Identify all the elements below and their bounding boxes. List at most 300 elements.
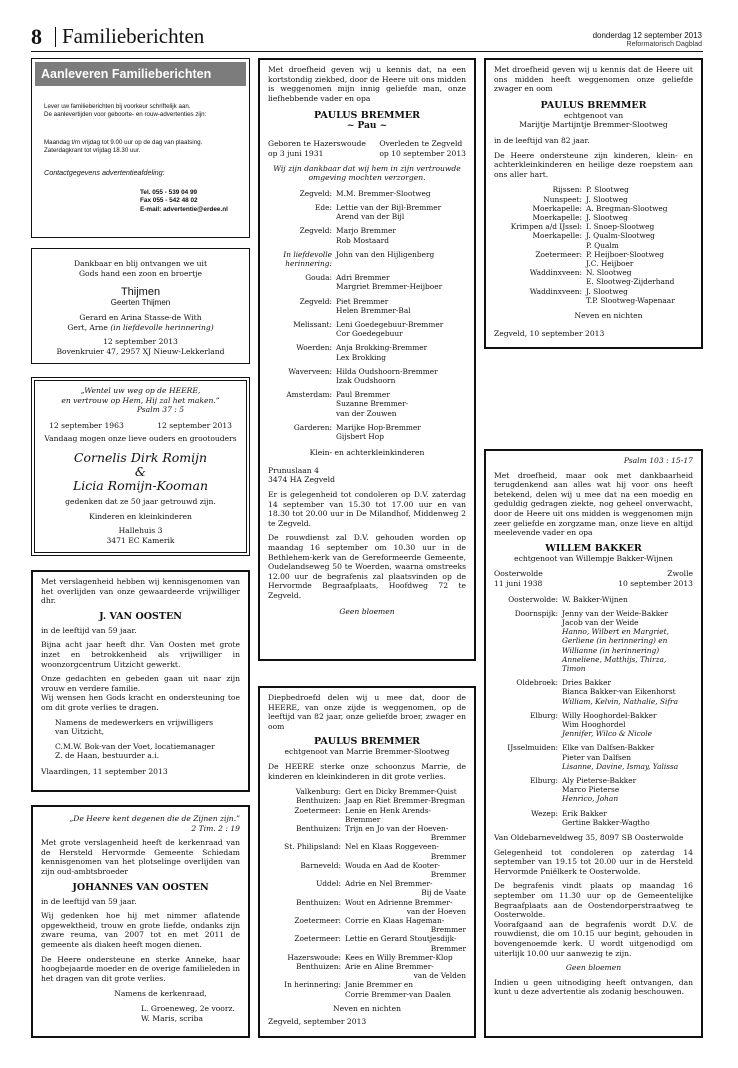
broer-place: Zegveld, september 2013 bbox=[268, 1017, 367, 1027]
family-member-name: Marco Pieterse bbox=[562, 785, 620, 795]
oosten2-intro: Met grote verslagenheid heeft de kerkenraad van de Hersteld Hervormde Gemeente Schiedam kennisgenomen van het plotselinge overlijden van zijn oud-ambtsbroeder bbox=[41, 838, 240, 876]
willem-name: WILLEM BAKKER bbox=[545, 542, 642, 554]
family-row-names bbox=[586, 185, 693, 194]
grandchildren-names: William, Kelvin, Nathalie, Sifra bbox=[562, 696, 679, 706]
family-row-place: Benthuizen: bbox=[296, 823, 341, 833]
aanleveren-line3: Maandag t/m vrijdag tot 9.00 uur op de dag van plaatsing. bbox=[44, 139, 203, 146]
broer-name: PAULUS BREMMER bbox=[313, 736, 421, 748]
family-member-name: Wouda en Aad de Kooter- bbox=[345, 860, 441, 870]
family-row-place: Waddinxveen: bbox=[529, 286, 582, 296]
oosten2-quote1: „De Heere kent degenen die de Zijnen zijn.” bbox=[69, 814, 240, 823]
broer-nephews: Neven en nichten bbox=[333, 1003, 401, 1013]
family-row bbox=[268, 980, 466, 998]
anniversary-date-left: 12 september 1963 bbox=[49, 420, 124, 430]
family-member-name: Aly Pieterse-Bakker bbox=[562, 775, 637, 785]
family-row-names bbox=[345, 953, 466, 962]
family-row bbox=[268, 898, 466, 916]
willem-quote: Psalm 103 : 15-17 bbox=[623, 456, 693, 465]
family-member-name: P. Heijboer-Slootweg bbox=[586, 249, 664, 259]
family-row-place: Garderen: bbox=[293, 422, 332, 432]
family-row-names bbox=[345, 916, 466, 934]
family-member-name: P. Qualm bbox=[586, 240, 619, 250]
pau-p2: De rouwdienst zal D.V. gehouden worden op maandag 16 september om 10.30 uur in de Bethlehem-kerk van de Gereformeerde Gemeente, Oudelandseweg 50 te Woerden, waarna omstreeks 12.00 uur de begrafenis zal plaatsvinden op de Hervormde Begraafplaats, Hoofdweg 72 te Zegveld. bbox=[268, 533, 466, 600]
broer-p1: De HEERE sterke onze schoonzus Marrie, de kinderen en kleinkinderen in dit grote verlies. bbox=[268, 761, 466, 781]
oosten1-sign3: C.M.W. Bok-van der Voet, locatiemanager bbox=[55, 741, 215, 751]
family-row-names bbox=[336, 250, 466, 268]
family-member-name: Jaap en Riet Bremmer-Bregman bbox=[345, 796, 465, 806]
thijmen-fullname: Geerten Thijmen bbox=[110, 298, 171, 308]
family-row bbox=[494, 287, 693, 305]
family-member-name: Marijke Hop-Bremmer bbox=[336, 422, 421, 432]
family-row bbox=[268, 934, 466, 952]
family-member-name: J.C. Heijboer bbox=[586, 258, 634, 268]
oosten1-name: J. VAN OOSTEN bbox=[99, 610, 182, 622]
obituary-paulus-bremmer-in-laws bbox=[484, 58, 703, 349]
family-row-place: Benthuizen: bbox=[296, 796, 341, 806]
family-member-name: A. Bregman-Slootweg bbox=[586, 203, 668, 213]
grandchildren-names: Willianne (in herinnering) bbox=[562, 645, 660, 655]
obituary-paulus-bremmer-family bbox=[258, 58, 476, 661]
family-member-name: Janie Bremmer en bbox=[345, 980, 413, 990]
thijmen-siblings-line bbox=[38, 323, 243, 333]
zwager-p1: De Heere ondersteune zijn kinderen, klein- en achterkleinkinderen en heilige deze roepstem aan ons aller hart. bbox=[494, 150, 693, 179]
family-member-name: Erik Bakker bbox=[562, 808, 607, 818]
zwager-family-list bbox=[494, 185, 693, 305]
family-row-place: Benthuizen: bbox=[296, 962, 341, 972]
family-row bbox=[268, 787, 466, 796]
family-row bbox=[268, 423, 466, 441]
pau-name: PAULUS BREMMER bbox=[313, 110, 421, 122]
family-row-names bbox=[336, 297, 466, 315]
aanleveren-line2: De aanlevertijden voor geboorte- en rouw-advertenties zijn: bbox=[44, 111, 207, 118]
family-row-names bbox=[345, 787, 466, 796]
family-member-name: Bremmer bbox=[430, 869, 466, 879]
grandchildren-names: Timon bbox=[562, 663, 586, 673]
family-row-place: Elburg: bbox=[529, 775, 558, 785]
family-row bbox=[494, 222, 693, 231]
family-member-name: Jenny van der Weide-Bakker bbox=[562, 608, 669, 618]
family-row bbox=[268, 824, 466, 842]
oosten2-p2: De Heere ondersteune en sterke Anneke, haar hoogbejaarde moeder en de overige familieleden in het dragen van dit grote verlies. bbox=[41, 954, 240, 983]
family-member-name: Helen Bremmer-Bal bbox=[336, 305, 411, 315]
family-member-name: Lenie en Henk Arends-Bremmer bbox=[345, 805, 432, 824]
family-member-name: P. Slootweg bbox=[586, 185, 629, 195]
aanleveren-line4: Zaterdagkrant tot vrijdag 18.30 uur. bbox=[44, 147, 141, 154]
family-row bbox=[268, 343, 466, 361]
family-row-names bbox=[345, 861, 466, 879]
family-row bbox=[494, 204, 693, 213]
grandchildren-names: Hanno, Wilbert en Margriet, bbox=[562, 627, 669, 637]
family-row bbox=[268, 962, 466, 980]
oosten1-sign1: Namens de medewerkers en vrijwilligers bbox=[55, 717, 214, 727]
pau-p1: Er is gelegenheid tot condoleren op D.V. zaterdag 14 september van 15.30 tot 17.00 uur en van 18.30 tot 20.00 uur in De Milandhof, Middenweg 2 te Zegveld. bbox=[268, 490, 466, 528]
family-row-place: Ede: bbox=[315, 202, 332, 212]
family-row-names bbox=[345, 934, 466, 952]
willem-p2: De begrafenis vindt plaats op maandag 16 september om 11.30 uur op de Gemeentelijke Begraafplaats aan de Oostendorperstraatweg te Oosterwolde. bbox=[494, 881, 693, 920]
family-row-names bbox=[336, 343, 466, 361]
family-row-place: Zegveld: bbox=[299, 188, 332, 198]
obituary-willem-bakker bbox=[484, 449, 703, 1038]
family-member-name: Dries Bakker bbox=[562, 678, 612, 688]
family-row-names bbox=[562, 743, 693, 771]
oosten2-name: JOHANNES VAN OOSTEN bbox=[72, 881, 209, 893]
family-row-place: Gouda: bbox=[305, 273, 332, 283]
family-row bbox=[494, 213, 693, 222]
zwager-age: in de leeftijd van 82 jaar. bbox=[494, 135, 590, 145]
family-member-name: Paul Bremmer bbox=[336, 390, 390, 400]
family-member-name: W. Bakker-Wijnen bbox=[562, 594, 628, 604]
birth-announcement-thijmen bbox=[31, 248, 250, 364]
family-member-name: Bremmer bbox=[430, 925, 466, 935]
pau-addr2: 3474 HA Zegveld bbox=[268, 475, 335, 485]
anniversary-romijn bbox=[31, 377, 250, 556]
family-row bbox=[268, 842, 466, 860]
pau-quote2: omgeving mochten verzorgen. bbox=[308, 173, 426, 183]
family-row bbox=[494, 743, 693, 771]
family-row-names bbox=[345, 980, 466, 998]
family-member-name: Elke van Dalfsen-Bakker bbox=[562, 743, 655, 753]
family-row bbox=[494, 595, 693, 604]
family-row-place: Amsterdam: bbox=[286, 390, 332, 400]
pau-nick: ~ Pau ~ bbox=[346, 121, 388, 132]
family-row-place: Zegveld: bbox=[299, 296, 332, 306]
family-row bbox=[268, 367, 466, 385]
family-row-place: Hazerswoude: bbox=[287, 952, 341, 962]
broer-spouse: echtgenoot van Marrie Bremmer-Slootweg bbox=[284, 747, 450, 757]
obituary-j-van-oosten bbox=[31, 570, 250, 792]
family-member-name: N. Slootweg bbox=[586, 268, 632, 278]
thijmen-address: Bovenkruier 47, 2957 XJ Nieuw-Lekkerland bbox=[56, 346, 225, 356]
family-row-names bbox=[562, 711, 693, 739]
family-row-place: Waddinxveen: bbox=[529, 268, 582, 278]
oosten2-age: in de leeftijd van 59 jaar. bbox=[41, 896, 137, 906]
family-member-name: Arend van der Bijl bbox=[336, 212, 405, 222]
anniversary-quote3: Psalm 37 : 5 bbox=[136, 405, 185, 415]
family-row bbox=[268, 226, 466, 244]
family-member-name: Corrie en Klaas Hageman- bbox=[345, 916, 445, 925]
anniversary-line2: gedenken dat ze 50 jaar getrouwd zijn. bbox=[65, 496, 216, 506]
oosten1-age: in de leeftijd van 59 jaar. bbox=[41, 625, 137, 635]
family-member-name: J. Slootweg bbox=[586, 194, 628, 204]
anniversary-amp: & bbox=[134, 463, 147, 479]
family-member-name: J. Slootweg bbox=[586, 286, 628, 296]
family-row-names bbox=[586, 213, 693, 222]
oosten2-sign2: L. Groeneweg, 2e voorz. bbox=[141, 1003, 235, 1013]
anniversary-addr2: 3471 EC Kamerik bbox=[106, 535, 175, 545]
aanleveren-box bbox=[31, 58, 250, 238]
family-row-place: Zoetermeer: bbox=[294, 916, 341, 925]
family-row bbox=[494, 711, 693, 739]
oosten1-sign4: Z. de Haan, bestuurder a.i. bbox=[55, 751, 160, 761]
pau-quote1: Wij zijn dankbaar dat wij hem in zijn vertrouwde bbox=[273, 163, 461, 173]
pau-died: Overleden te Zegveld bbox=[379, 139, 463, 149]
family-member-name: Lex Brokking bbox=[336, 352, 387, 362]
willem-p1: Gelegenheid tot condoleren op zaterdag 14 september van 19.15 tot 20.00 uur in de Hersteld Hervormde Pniëlkerk te Oosterwolde. bbox=[494, 847, 693, 876]
oosten2-quote2: 2 Tim. 2 : 19 bbox=[191, 823, 240, 833]
family-member-name: Corrie Bremmer-van Daalen bbox=[345, 989, 451, 999]
family-row bbox=[494, 231, 693, 249]
family-row-names bbox=[586, 204, 693, 213]
thijmen-siblings: Gert, Arne bbox=[67, 322, 108, 332]
family-member-name: Leni Goedegebuur-Bremmer bbox=[336, 319, 444, 329]
family-row-place: Uddel: bbox=[316, 879, 341, 889]
pau-addr1: Prunuslaan 4 bbox=[268, 465, 319, 475]
willem-intro: Met droefheid, maar ook met dankbaarheid terugdenkend aan alles wat hij voor ons heeft betekend, delen wij u mee dat na een moedig en geduldig gedragen ziekte, nog geheel onverwacht, door de Heere uit ons midden is weggenomen mijn zeer geliefde en zorgzame man, onze lieve en altijd meelevende vader en opa bbox=[494, 470, 693, 538]
anniversary-quote2: en vertrouw op Hem, Hij zal het maken.” bbox=[61, 395, 220, 405]
oosten2-p1: Wij gedenken hoe hij met nimmer aflatende opgewektheid, trouw en grote liefde, ondanks zijn zware reuma, van 2007 tot en met 2011 de gemeente als diaken heeft mogen dienen. bbox=[41, 911, 240, 949]
zwager-name: PAULUS BREMMER bbox=[540, 99, 647, 111]
family-member-name: Suzanne Bremmer- bbox=[336, 399, 409, 409]
family-member-name: Gert en Dicky Bremmer-Quist bbox=[345, 787, 457, 797]
contact-label: Contactgegevens advertentieafdeling: bbox=[44, 168, 165, 177]
willem-address: Van Oldebarneveldweg 35, 8097 SB Oosterwolde bbox=[494, 833, 684, 842]
family-row bbox=[494, 609, 693, 673]
family-row-place: Doornspijk: bbox=[514, 608, 558, 618]
family-member-name: Rob Mostaard bbox=[336, 235, 389, 245]
thijmen-siblings-note: (in liefdevolle herinnering) bbox=[110, 322, 214, 332]
family-row-place: Wezep: bbox=[531, 808, 558, 818]
zwager-spouse1: echtgenoot van bbox=[563, 110, 624, 120]
family-row bbox=[268, 273, 466, 291]
family-member-name: Gijsbert Hop bbox=[336, 432, 384, 442]
family-row bbox=[268, 806, 466, 824]
broer-intro: Diepbedroefd delen wij u mee dat, door de HEERE, van onze zijde is weggenomen, op de leeftijd van 82 jaar, onze geliefde broer, zwager en oom bbox=[268, 693, 466, 731]
family-row-place: St. Philipsland: bbox=[284, 842, 341, 852]
family-row-place: Krimpen a/d IJssel: bbox=[510, 222, 582, 232]
pau-grandchildren: Klein- en achterkleinkinderen bbox=[309, 448, 425, 458]
family-member-name: M.M. Bremmer-Slootweg bbox=[336, 188, 431, 198]
willem-born-date: 11 juni 1938 bbox=[494, 578, 543, 588]
family-row-place: In liefdevolle herinnering: bbox=[283, 249, 332, 268]
family-row-names bbox=[336, 320, 466, 338]
pau-flowers: Geen bloemen bbox=[339, 606, 395, 616]
grandchildren-names: Henrico, Johan bbox=[562, 794, 619, 804]
family-member-name: Kees en Willy Bremmer-Klop bbox=[345, 952, 453, 962]
family-member-name: Adrie en Nel Bremmer- bbox=[345, 879, 433, 889]
header-date: donderdag 12 september 2013 bbox=[592, 31, 702, 40]
contact-fax: Fax 055 - 542 48 02 bbox=[140, 197, 198, 205]
family-row bbox=[268, 861, 466, 879]
family-row-names bbox=[562, 678, 693, 706]
family-member-name: John van den Hijligenberg bbox=[336, 249, 435, 259]
obituary-johannes-van-oosten bbox=[31, 805, 250, 1038]
family-member-name: van der Zouwen bbox=[336, 408, 397, 418]
willem-died-place: Zwolle bbox=[667, 569, 693, 579]
family-member-name: Bianca Bakker-van Eikenhorst bbox=[562, 687, 676, 697]
anniversary-addr1: Hallehuis 3 bbox=[118, 526, 163, 536]
family-row bbox=[268, 297, 466, 315]
family-row-names bbox=[586, 222, 693, 231]
family-row-place: Woerden: bbox=[296, 343, 332, 353]
page-number: 8 bbox=[31, 24, 42, 49]
family-row-place: Nunspeet: bbox=[543, 194, 582, 204]
grandchildren-names: Anneliene, Matthijs, Thirza, bbox=[562, 654, 667, 664]
family-member-name: van der Hoeven bbox=[406, 906, 466, 916]
family-member-name: I. Snoep-Slootweg bbox=[586, 222, 655, 232]
family-row bbox=[268, 390, 466, 418]
family-row-place: Zoetermeer: bbox=[535, 249, 582, 259]
oosten1-place: Vlaardingen, 11 september 2013 bbox=[41, 766, 168, 776]
thijmen-line2: Gods hand een zoon en broertje bbox=[78, 268, 203, 278]
willem-born-place: Oosterwolde bbox=[494, 569, 543, 579]
family-member-name: Hilda Oudshoorn-Bremmer bbox=[336, 366, 438, 376]
header-divider bbox=[55, 27, 56, 47]
family-member-name: Lettie en Gerard Stoutjesdijk- bbox=[345, 934, 457, 944]
family-row bbox=[268, 879, 466, 897]
pau-born-date: op 3 juni 1931 bbox=[268, 148, 324, 158]
family-member-name: Adri Bremmer bbox=[336, 273, 390, 283]
broer-family-list bbox=[268, 787, 466, 999]
family-row bbox=[494, 268, 693, 286]
family-row-place: Barneveld: bbox=[300, 860, 341, 870]
willem-died-date: 10 september 2013 bbox=[618, 578, 693, 588]
family-member-name: T.P. Slootweg-Wapenaar bbox=[586, 295, 675, 305]
family-row-names bbox=[562, 595, 693, 604]
family-row-place: Benthuizen: bbox=[296, 897, 341, 907]
family-member-name: Wim Hooghordel bbox=[562, 719, 626, 729]
family-row-place: Elburg: bbox=[529, 710, 558, 720]
pau-family-list bbox=[268, 189, 466, 441]
family-row-place: Moerkapelle: bbox=[532, 203, 582, 213]
header-paper: Reformatorisch Dagblad bbox=[626, 41, 702, 48]
family-row-names bbox=[336, 226, 466, 244]
oosten1-p2: Onze gedachten en gebeden gaan uit naar zijn vrouw en verdere familie. bbox=[41, 674, 240, 693]
willem-flowers: Geen bloemen bbox=[565, 963, 622, 973]
family-member-name: Bremmer bbox=[430, 851, 466, 861]
family-row-names bbox=[336, 423, 466, 441]
pau-born: Geboren te Hazerswoude bbox=[268, 139, 366, 149]
oosten1-sign2: van Uitzicht, bbox=[55, 727, 105, 737]
thijmen-date: 12 september 2013 bbox=[103, 337, 178, 347]
family-row-names bbox=[586, 231, 693, 249]
family-row-names bbox=[336, 367, 466, 385]
header-rule bbox=[31, 51, 703, 52]
family-row-names bbox=[345, 962, 466, 980]
willem-p3: Voorafgaand aan de begrafenis wordt D.V. de rouwdienst, die om 10.15 uur begint, gehouden in bovengenoemde kerk. U wordt uitgenodigd om uiterlijk 10.00 uur aanwezig te zijn. bbox=[494, 919, 693, 958]
oosten1-p1: Bijna acht jaar heeft dhr. Van Oosten met grote inzet en betrokkenheid als vrijwilliger in woonzorgcentrum Uitzicht gewerkt. bbox=[41, 640, 240, 669]
family-row-names bbox=[336, 203, 466, 221]
willem-spouse: echtgenoot van Willempje Bakker-Wijnen bbox=[514, 553, 673, 563]
willem-p4: Indien u geen uitnodiging heeft ontvangen, dan kunt u deze advertentie als zodanig beschouwen. bbox=[494, 977, 693, 997]
family-member-name: Piet Bremmer bbox=[336, 296, 389, 306]
pau-died-date: op 10 september 2013 bbox=[379, 148, 466, 158]
family-row-place: IJsselmuiden: bbox=[507, 743, 558, 753]
family-row-place: Zoetermeer: bbox=[294, 934, 341, 944]
family-row-place: Oosterwolde: bbox=[508, 594, 558, 604]
family-member-name: Bij de Vaate bbox=[421, 888, 466, 898]
oosten1-intro: Met verslagenheid hebben wij kennisgenomen van het overlijden van onze gewaardeerde vrijwilliger dhr. bbox=[41, 577, 240, 606]
thijmen-line1: Dankbaar en blij ontvangen we uit bbox=[73, 259, 207, 268]
family-member-name: J. Qualm-Slootweg bbox=[586, 231, 655, 241]
family-member-name: Wout en Adrienne Bremmer- bbox=[345, 897, 453, 907]
family-member-name: Pieter van Dalfsen bbox=[562, 752, 631, 762]
family-row-names bbox=[586, 287, 693, 305]
aanleveren-title: Aanleveren Familieberichten bbox=[35, 62, 246, 86]
family-member-name: Margriet Bremmer-Heijboer bbox=[336, 282, 443, 292]
family-row bbox=[268, 953, 466, 962]
family-member-name: E. Slootweg-Zijderhand bbox=[586, 277, 675, 287]
oosten2-sign3: W. Maris, scriba bbox=[141, 1013, 203, 1023]
contact-tel: Tel. 055 - 539 04 99 bbox=[140, 189, 198, 196]
family-row bbox=[494, 250, 693, 268]
family-member-name: Marjo Bremmer bbox=[336, 226, 396, 236]
family-row bbox=[494, 776, 693, 804]
anniversary-quote1: „Wentel uw weg op de HEERE, bbox=[80, 386, 201, 395]
family-row-names bbox=[562, 776, 693, 804]
zwager-spouse2: Marijtje Martijntje Bremmer-Slootweg bbox=[519, 120, 668, 130]
family-row-place: Zoetermeer: bbox=[294, 805, 341, 815]
family-row-names bbox=[586, 268, 693, 286]
anniversary-line3: Kinderen en kleinkinderen bbox=[89, 511, 192, 521]
pau-intro: Met droefheid geven wij u kennis dat, na een kortstondig ziekbed, door de Heere uit ons midden is weggenomen mijn innig geliefde man, onze liefhebbende vader en opa bbox=[268, 65, 466, 103]
family-row-place: Moerkapelle: bbox=[532, 212, 582, 222]
family-member-name: Cor Goedegebuur bbox=[336, 329, 403, 339]
family-row bbox=[268, 796, 466, 805]
family-member-name: Bremmer bbox=[430, 943, 466, 953]
family-row bbox=[268, 203, 466, 221]
family-row bbox=[268, 916, 466, 934]
grandchildren-names: Gerliene (in herinnering) en bbox=[562, 636, 668, 646]
family-row-place: In herinnering: bbox=[284, 980, 341, 990]
family-row-names bbox=[562, 809, 693, 827]
family-row-names bbox=[562, 609, 693, 673]
family-row-names bbox=[345, 898, 466, 916]
obituary-paulus-bremmer-siblings bbox=[258, 686, 476, 1038]
family-row bbox=[268, 250, 466, 268]
thijmen-parents: Gerard en Arina Stasse-de With bbox=[79, 313, 202, 323]
anniversary-name1: Cornelis Dirk Romijn bbox=[73, 449, 208, 465]
oosten1-p3: Wij wensen hen Gods kracht en ondersteuning toe om dit grote verlies te dragen. bbox=[41, 693, 240, 712]
family-member-name: Gertine Bakker-Wagtho bbox=[562, 817, 650, 827]
family-member-name: Bremmer bbox=[430, 833, 466, 843]
family-row-names bbox=[336, 189, 466, 198]
section-title: Familieberichten bbox=[62, 24, 205, 48]
family-row-place: Waverveen: bbox=[288, 366, 332, 376]
zwager-nephews: Neven en nichten bbox=[574, 310, 643, 320]
family-row-names bbox=[345, 879, 466, 897]
family-row-names bbox=[586, 250, 693, 268]
family-member-name: Trijn en Jo van der Hoeven- bbox=[345, 823, 449, 833]
family-row-names bbox=[345, 842, 466, 860]
family-member-name: Anja Brokking-Bremmer bbox=[336, 343, 428, 353]
grandchildren-names: Lisanne, Davine, Ismay, Yalissa bbox=[562, 761, 679, 771]
willem-family-list bbox=[494, 595, 693, 827]
family-row bbox=[494, 678, 693, 706]
family-row-names bbox=[345, 806, 466, 824]
family-member-name: Nel en Klaas Roggeveen- bbox=[345, 842, 439, 852]
contact-email[interactable]: E-mail: advertentie@erdee.nl bbox=[140, 205, 228, 213]
family-row-names bbox=[336, 390, 466, 418]
family-row-place: Melissant: bbox=[293, 319, 332, 329]
anniversary-date-right: 12 september 2013 bbox=[157, 420, 232, 430]
zwager-place: Zegveld, 10 september 2013 bbox=[494, 328, 605, 338]
family-row-names bbox=[586, 195, 693, 204]
family-member-name: Lettie van der Bijl-Bremmer bbox=[336, 202, 442, 212]
family-row-place: Zegveld: bbox=[299, 226, 332, 236]
zwager-intro: Met droefheid geven wij u kennis dat de Heere uit ons midden heeft weggenomen onze geliefde zwager en oom bbox=[494, 65, 693, 94]
family-row-names bbox=[345, 824, 466, 842]
family-row-place: Valkenburg: bbox=[295, 787, 341, 797]
grandchildren-names: Jennifer, Wilco & Nicole bbox=[562, 729, 652, 739]
family-row-names bbox=[345, 796, 466, 805]
family-member-name: Arie en Aline Bremmer- bbox=[345, 962, 434, 972]
family-row bbox=[494, 809, 693, 827]
family-member-name: Jacob van der Weide bbox=[562, 617, 639, 627]
family-row bbox=[268, 320, 466, 338]
anniversary-line1: Vandaag mogen onze lieve ouders en grootouders bbox=[44, 434, 237, 444]
family-row-names bbox=[336, 273, 466, 291]
family-row bbox=[494, 195, 693, 204]
